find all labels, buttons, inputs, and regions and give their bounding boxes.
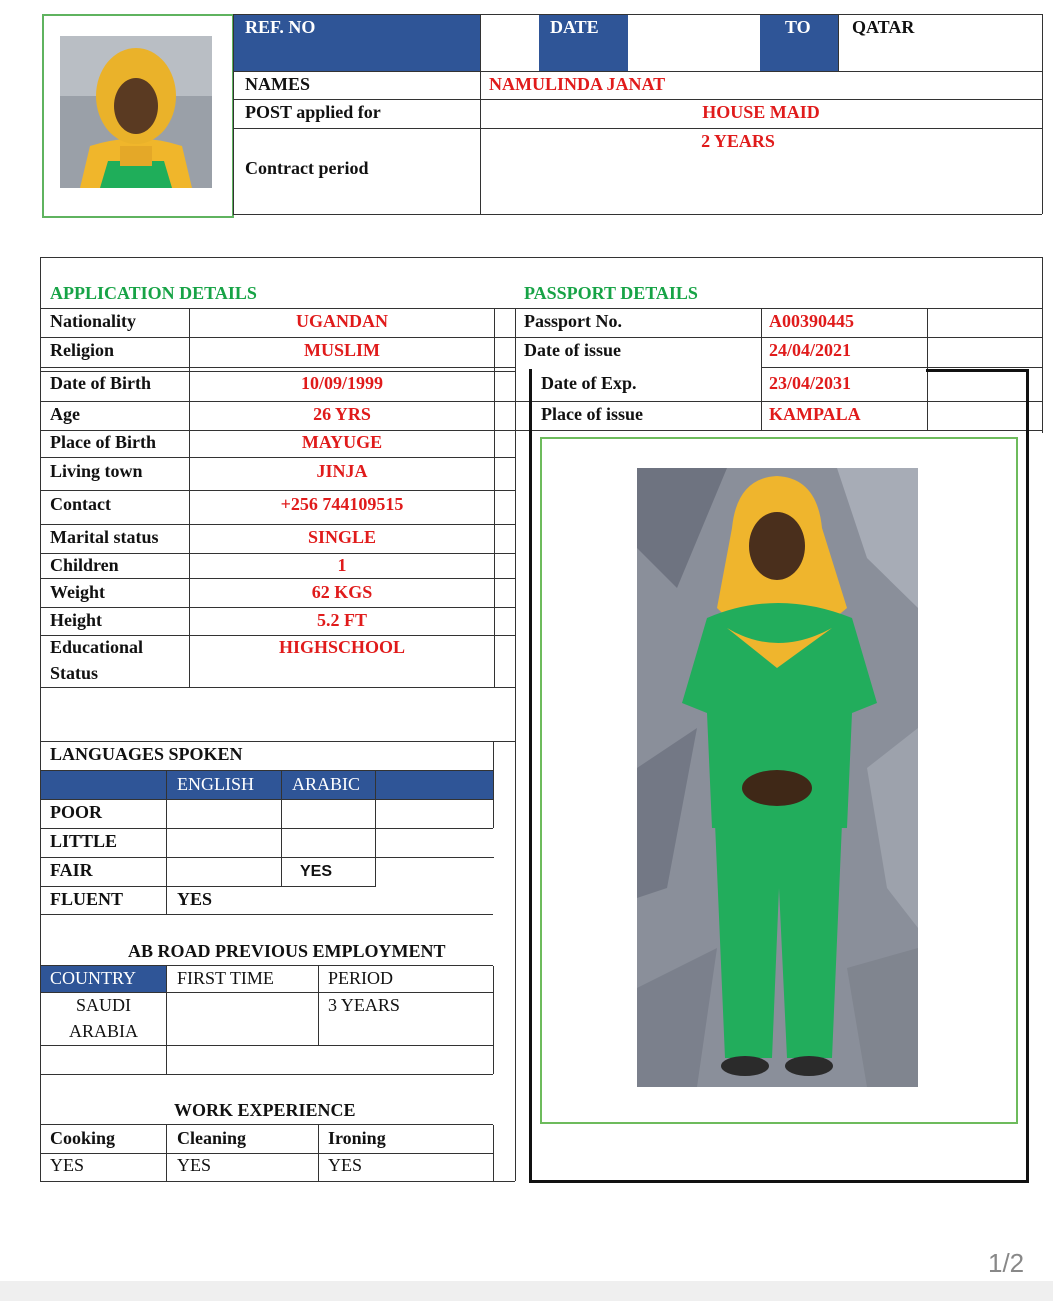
app-value-nationality: UGANDAN — [296, 311, 388, 331]
work-value-cleaning: YES — [177, 1155, 212, 1175]
full-body-photo — [637, 468, 918, 1087]
app-value-children: 1 — [337, 555, 347, 575]
app-label-height: Height — [50, 610, 102, 630]
employment-country-line2: ARABIA — [68, 1021, 138, 1041]
app-label-age: Age — [50, 404, 80, 424]
passport-label-number: Passport No. — [524, 311, 622, 331]
app-label-contact: Contact — [50, 494, 111, 514]
lang-col-english: ENGLISH — [177, 774, 254, 794]
work-value-ironing: YES — [328, 1155, 363, 1175]
post-label: POST applied for — [245, 102, 381, 122]
work-title: WORK EXPERIENCE — [174, 1100, 356, 1120]
ref-no-label: REF. NO — [245, 17, 316, 37]
employment-period-label: PERIOD — [328, 968, 394, 988]
names-label: NAMES — [245, 74, 311, 94]
app-label-living-town: Living town — [50, 461, 143, 481]
date-label: DATE — [550, 17, 599, 37]
passport-label-place: Place of issue — [541, 404, 643, 424]
portrait-photo — [60, 36, 212, 188]
languages-header-bar — [41, 771, 493, 799]
app-value-weight: 62 KGS — [311, 582, 373, 602]
app-label-educational: Educational — [50, 637, 144, 657]
contract-label: Contract period — [245, 158, 369, 178]
contract-value: 2 YEARS — [701, 131, 775, 151]
work-value-cooking: YES — [50, 1155, 85, 1175]
lang-fair-arabic: YES — [300, 863, 333, 880]
lang-col-arabic: ARABIC — [292, 774, 361, 794]
app-label-weight: Weight — [50, 582, 106, 602]
app-value-place-of-birth: MAYUGE — [301, 432, 383, 452]
employment-country-label: COUNTRY — [50, 968, 137, 988]
app-label-children: Children — [50, 555, 119, 575]
lang-fluent-english: YES — [177, 889, 213, 909]
passport-value-number: A00390445 — [769, 311, 854, 331]
lang-level-fair: FAIR — [50, 860, 93, 880]
passport-details-title: PASSPORT DETAILS — [524, 283, 698, 303]
to-label: TO — [785, 17, 811, 37]
app-value-religion: MUSLIM — [304, 340, 380, 360]
app-value-dob: 10/09/1999 — [300, 373, 383, 393]
page-indicator: 1/2 — [988, 1248, 1025, 1278]
work-skill-cleaning: Cleaning — [177, 1128, 247, 1148]
passport-value-expiry: 23/04/2031 — [769, 373, 852, 393]
app-label-religion: Religion — [50, 340, 115, 360]
app-value-education: HIGHSCHOOL — [278, 637, 406, 657]
passport-value-place: KAMPALA — [769, 404, 861, 424]
names-value: NAMULINDA JANAT — [489, 74, 666, 94]
portrait-photo-frame — [42, 14, 234, 218]
app-value-age: 26 YRS — [313, 404, 371, 424]
app-label-marital-status: Marital status — [50, 527, 159, 547]
lang-level-poor: POOR — [50, 802, 102, 822]
app-value-marital-status: SINGLE — [307, 527, 377, 547]
app-label-status: Status — [50, 663, 99, 683]
bottom-bar — [0, 1281, 1053, 1301]
to-value: QATAR — [852, 17, 915, 37]
employment-first-time-label: FIRST TIME — [177, 968, 274, 988]
app-value-height: 5.2 FT — [316, 610, 367, 630]
application-details-title: APPLICATION DETAILS — [50, 283, 257, 303]
lang-level-little: LITTLE — [50, 831, 118, 851]
app-value-living-town: JINJA — [316, 461, 368, 481]
app-value-contact: +256 744109515 — [280, 494, 404, 514]
lang-level-fluent: FLUENT — [50, 889, 124, 909]
work-skill-cooking: Cooking — [50, 1128, 116, 1148]
app-label-nationality: Nationality — [50, 311, 137, 331]
passport-value-issue-date: 24/04/2021 — [769, 340, 852, 360]
employment-period-value: 3 YEARS — [328, 995, 400, 1015]
app-label-dob: Date of Birth — [50, 373, 151, 393]
passport-label-issue-date: Date of issue — [524, 340, 621, 360]
work-skill-ironing: Ironing — [328, 1128, 386, 1148]
app-label-place-of-birth: Place of Birth — [50, 432, 156, 452]
languages-title: LANGUAGES SPOKEN — [50, 744, 243, 764]
employment-title: AB ROAD PREVIOUS EMPLOYMENT — [128, 941, 446, 961]
employment-country-line1: SAUDI — [75, 995, 131, 1015]
post-value: HOUSE MAID — [702, 102, 820, 122]
passport-label-expiry: Date of Exp. — [541, 373, 637, 393]
